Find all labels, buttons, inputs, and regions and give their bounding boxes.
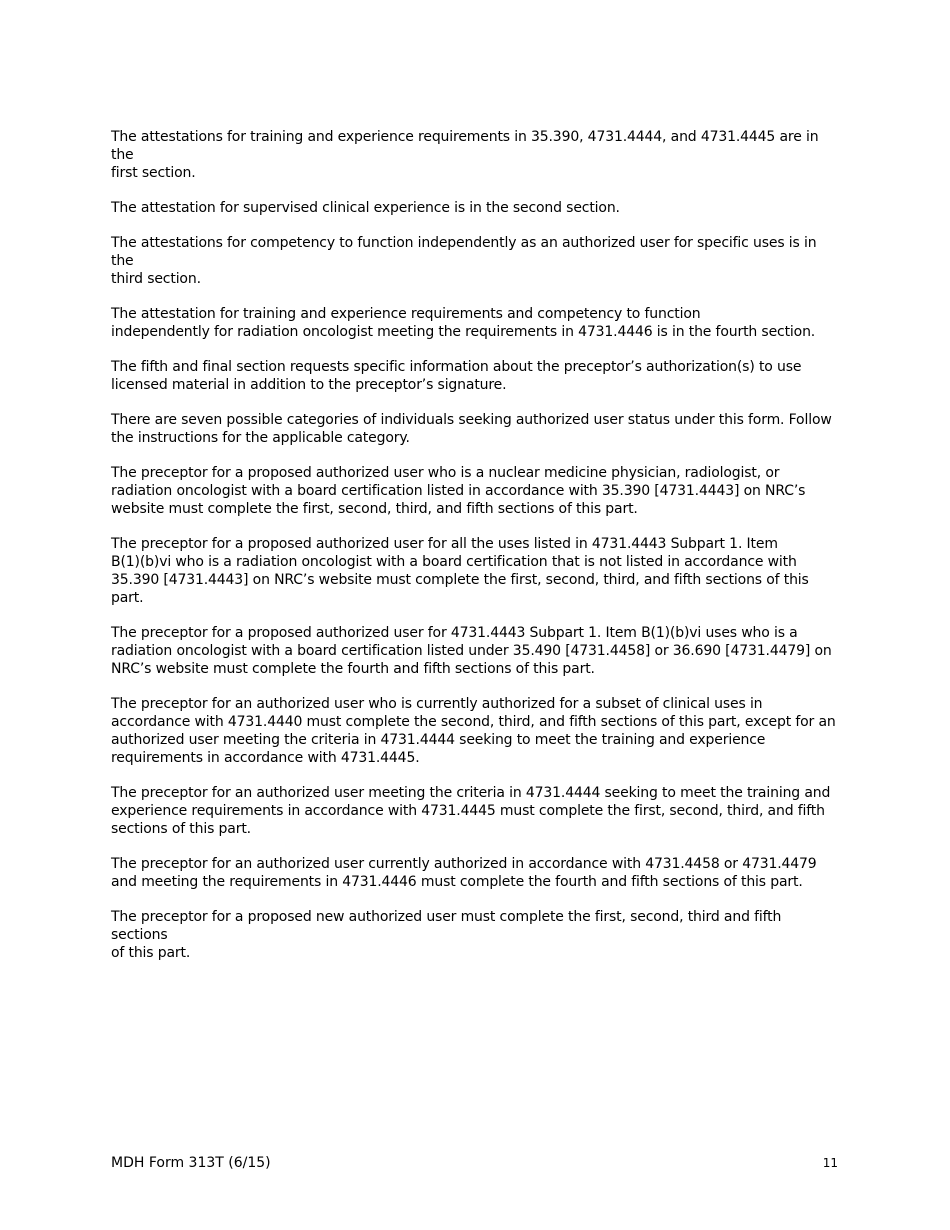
paragraph: The preceptor for a proposed authorized user for all the uses listed in 4731.4443 Subpart 1. Item B(1)(b)vi who is a radiation oncologist with a board certification that is not listed in accordance with 35.390 [4731.4443] on NRC’s website must complete the first, second, third, and fifth sections of this part. bbox=[111, 536, 809, 606]
paragraph: The preceptor for a proposed new authorized user must complete the first, second, third and fifth sections of this part. bbox=[111, 909, 782, 961]
instructions-body bbox=[111, 128, 838, 979]
footer-form-id: MDH Form 313T (6/15) bbox=[111, 1155, 271, 1171]
paragraph: The preceptor for an authorized user who is currently authorized for a subset of clinical uses in accordance with 4731.4440 must complete the second, third, and fifth sections of this part, except for an authorized user meeting the criteria in 4731.4444 seeking to meet the training and experience requirements in accordance with 4731.4445. bbox=[111, 696, 836, 766]
paragraph: The preceptor for a proposed authorized user who is a nuclear medicine physician, radiologist, or radiation oncologist with a board certification listed in accordance with 35.390 [4731.4443] on NRC’s website must complete the first, second, third, and fifth sections of this part. bbox=[111, 465, 806, 517]
paragraph: The preceptor for a proposed authorized user for 4731.4443 Subpart 1. Item B(1)(b)vi uses who is a radiation oncologist with a board certification listed under 35.490 [4731.4458] or 36.690 [4731.4479] on NRC’s website must complete the fourth and fifth sections of this part. bbox=[111, 625, 832, 677]
paragraph: The preceptor for an authorized user meeting the criteria in 4731.4444 seeking to meet the training and experience requirements in accordance with 4731.4445 must complete the first, second, third, and fifth sections of this part. bbox=[111, 785, 831, 837]
footer-page-number: 11 bbox=[822, 1156, 838, 1170]
paragraph: The attestations for competency to function independently as an authorized user for specific uses is in the third section. bbox=[111, 235, 817, 287]
paragraph: The attestation for supervised clinical experience is in the second section. bbox=[111, 200, 620, 216]
paragraph: The fifth and final section requests specific information about the preceptor’s authorization(s) to use licensed material in addition to the preceptor’s signature. bbox=[111, 359, 802, 393]
paragraph: The preceptor for an authorized user currently authorized in accordance with 4731.4458 or 4731.4479 and meeting the requirements in 4731.4446 must complete the fourth and fifth sections of this part. bbox=[111, 856, 817, 890]
paragraph: The attestations for training and experience requirements in 35.390, 4731.4444, and 4731.4445 are in the first section. bbox=[111, 129, 819, 181]
paragraph: There are seven possible categories of individuals seeking authorized user status under this form. Follow the instructions for the applicable category. bbox=[111, 412, 832, 446]
paragraph: The attestation for training and experience requirements and competency to function independently for radiation oncologist meeting the requirements in 4731.4446 is in the fourth section. bbox=[111, 306, 816, 340]
